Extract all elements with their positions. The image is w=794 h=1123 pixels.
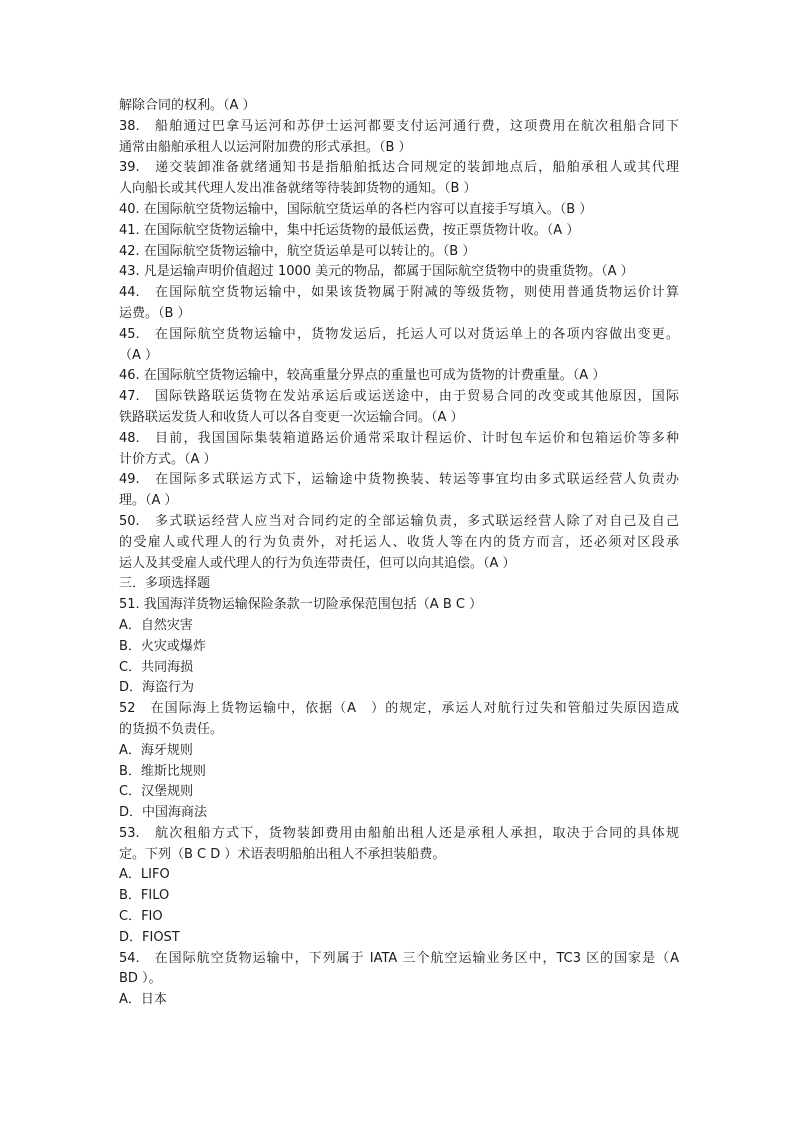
text-line: 运人及其受雇人或代理人的行为负连带责任，但可以向其追偿。（A ） [119, 555, 516, 571]
text-line: 46. 在国际航空货物运输中，较高重量分界点的重量也可成为货物的计费重量。（A ） [119, 368, 606, 384]
text-line: C．FIO [119, 909, 163, 925]
text-line: 定。下列（B C D ）术语表明船舶出租人不承担装船费。 [119, 846, 446, 862]
text-line: 48. 目前，我国国际集装箱道路运价通常采取计程运价、计时包车运价和包箱运价等多种 [119, 430, 679, 446]
text-line: 的货损不负责任。 [119, 721, 224, 737]
text-line: D．FIOST [119, 929, 180, 945]
text-line: 47. 国际铁路联运货物在发站承运后或运送途中，由于贸易合同的改变或其他原因，国际 [119, 389, 679, 405]
text-line: 44. 在国际航空货物运输中，如果该货物属于附减的等级货物，则使用普通货物运价计算 [119, 285, 679, 301]
text-line: 52 在国际海上货物运输中，依据（A ）的规定，承运人对航行过失和管船过失原因造成 [119, 701, 679, 717]
text-line: C．共同海损 [119, 659, 194, 675]
text-line: 运费。（B ） [119, 305, 191, 321]
text-line: 理。（A ） [119, 493, 178, 509]
text-line: B．火灾或爆炸 [119, 638, 206, 654]
text-line: 42. 在国际航空货物运输中，航空货运单是可以转让的。（B ） [119, 243, 476, 259]
text-line: 通常由船舶承租人以运河附加费的形式承担。（B ） [119, 139, 412, 155]
text-line: 49. 在国际多式联运方式下，运输途中货物换装、转运等事宜均由多式联运经营人负责办 [119, 472, 679, 488]
text-line: 51. 我国海洋货物运输保险条款一切险承保范围包括（A B C ） [119, 597, 483, 613]
text-line: C．汉堡规则 [119, 784, 194, 800]
text-line: 41. 在国际航空货物运输中，集中托运货物的最低运费，按正票货物计收。（A ） [119, 222, 580, 238]
document-body [119, 96, 679, 1011]
text-line: 38. 船舶通过巴拿马运河和苏伊士运河都要支付运河通行费，这项费用在航次租船合同下 [119, 118, 679, 134]
text-line: A．日本 [119, 992, 167, 1008]
text-line: 43. 凡是运输声明价值超过 1000 美元的物品，都属于国际航空货物中的贵重货物。（A ） [119, 264, 634, 280]
text-line: 40. 在国际航空货物运输中，国际航空货运单的各栏内容可以直接手写填入。（B ） [119, 201, 593, 217]
text-line: 三．多项选择题 [119, 576, 211, 592]
text-line: 45. 在国际航空货物运输中，货物发运后，托运人可以对货运单上的各项内容做出变更。 [119, 326, 679, 342]
text-line: 的受雇人或代理人的行为负责外，对托运人、收货人等在内的货方而言，还必须对区段承 [119, 534, 679, 550]
text-line: 人向船长或其代理人发出准备就绪等待装卸货物的通知。（B ） [119, 181, 477, 197]
text-line: D．中国海商法 [119, 805, 208, 821]
text-line: BD ）。 [119, 971, 162, 987]
text-line: B．FILO [119, 888, 170, 904]
text-line: D．海盗行为 [119, 680, 195, 696]
text-line: 50. 多式联运经营人应当对合同约定的全部运输负责，多式联运经营人除了对自己及自己 [119, 513, 679, 529]
text-line: B．维斯比规则 [119, 763, 206, 779]
text-line: 铁路联运发货人和收货人可以各自变更一次运输合同。（A ） [119, 409, 464, 425]
text-line: 计价方式。（A ） [119, 451, 217, 467]
text-line: 解除合同的权利。（A ） [119, 98, 256, 113]
text-line: 39. 递交装卸准备就绪通知书是指船舶抵达合同规定的装卸地点后，船舶承租人或其代理 [119, 160, 679, 176]
text-line: 54. 在国际航空货物运输中，下列属于 IATA 三个航空运输业务区中，TC3 区的国家是（A [119, 950, 679, 966]
text-line: A．自然灾害 [119, 617, 193, 633]
text-line: A．LIFO [119, 867, 170, 883]
text-line: 53. 航次租船方式下，货物装卸费用由船舶出租人还是承租人承担，取决于合同的具体规 [119, 825, 679, 841]
text-line: A．海牙规则 [119, 742, 193, 758]
text-line: （A ） [119, 347, 159, 363]
